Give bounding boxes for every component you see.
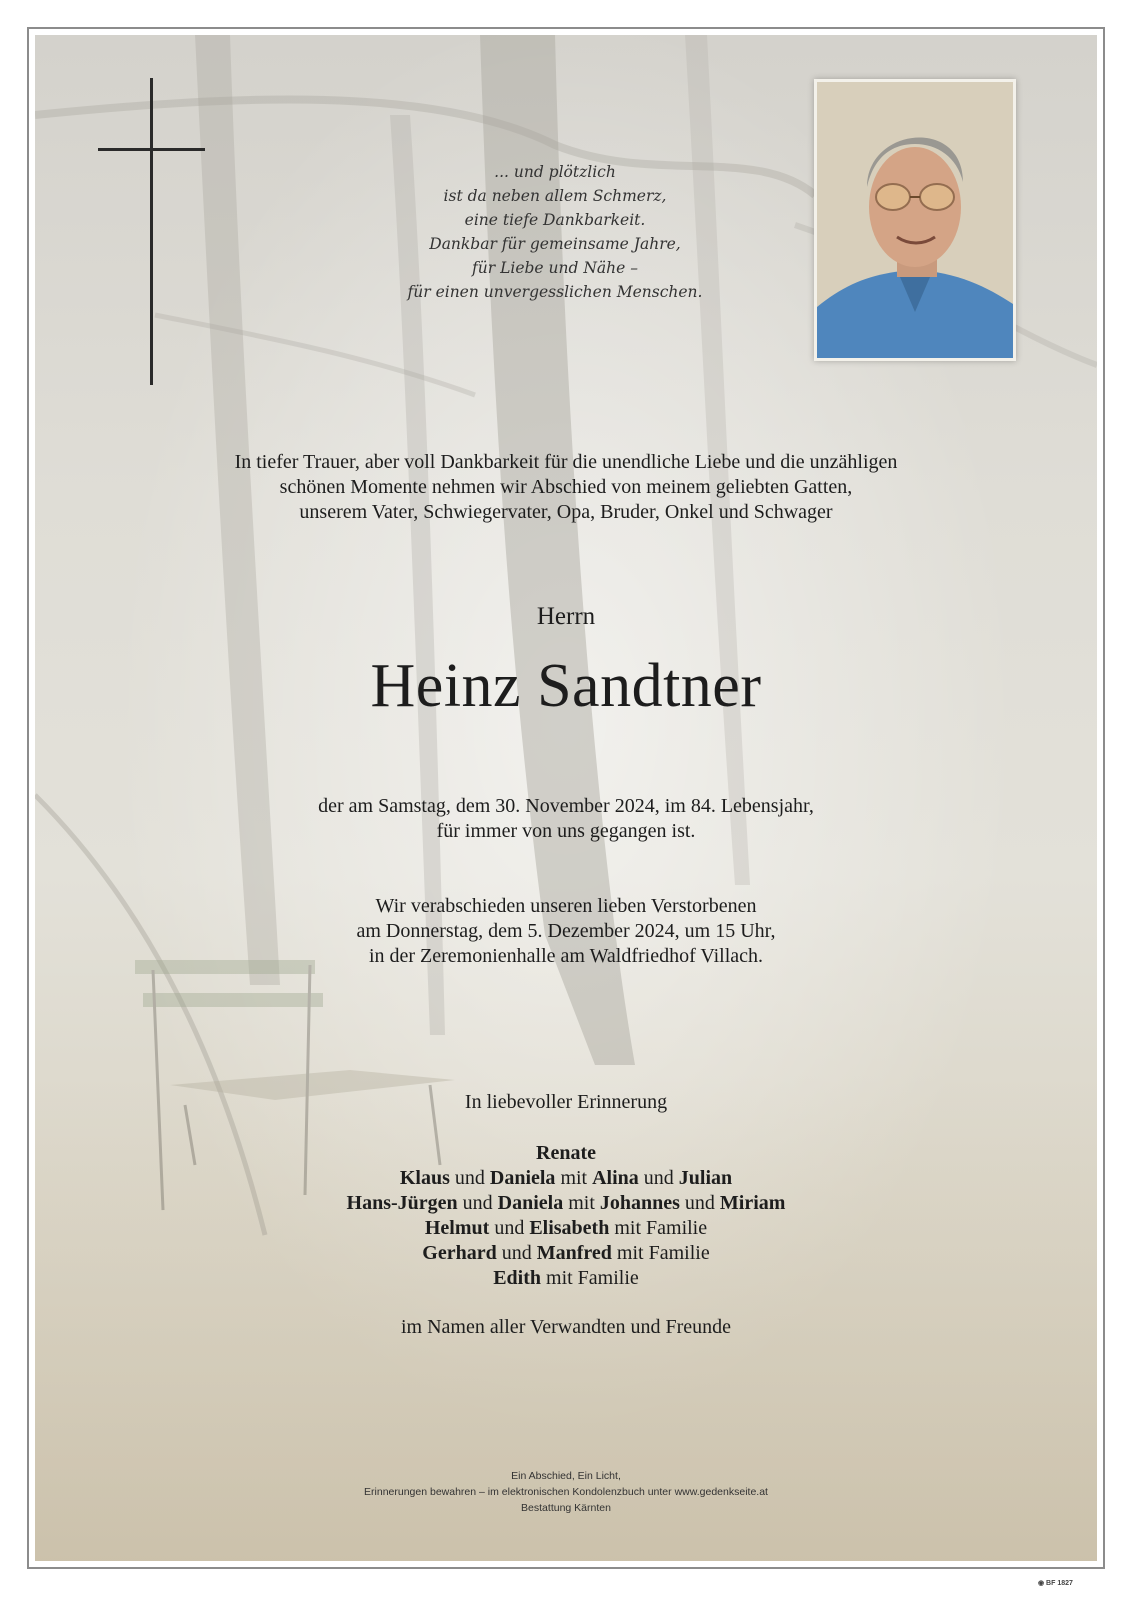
family-member-name: Hans-Jürgen [346, 1192, 458, 1214]
footer-line: Erinnerungen bewahren – im elektronischen Kondolenzbuch unter www.gedenkseite.at [364, 1486, 768, 1498]
family-member-name: Gerhard [422, 1242, 497, 1264]
poem-line: ist da neben allem Schmerz, [443, 187, 667, 205]
footer [35, 1468, 1097, 1516]
death-notice [35, 794, 1097, 844]
family-row [35, 1191, 1097, 1216]
footer-line: Bestattung Kärnten [521, 1502, 611, 1514]
family-connector: und [489, 1217, 530, 1239]
funeral-line: in der Zeremonienhalle am Waldfriedhof Villach. [368, 945, 764, 967]
family-list [35, 1141, 1097, 1291]
funeral-line: Wir verabschieden unseren lieben Verstorbenen [375, 895, 757, 917]
funeral-line: am Donnerstag, dem 5. Dezember 2024, um 15 Uhr, [356, 920, 776, 942]
family-connector: mit Familie [609, 1217, 708, 1239]
family-connector: und [496, 1242, 537, 1264]
death-line: der am Samstag, dem 30. November 2024, im 84. Lebensjahr, [318, 795, 814, 817]
family-connector: und [449, 1167, 490, 1189]
family-member-name: Elisabeth [529, 1217, 610, 1239]
salutation: Herrn [536, 603, 596, 630]
family-connector: mit Familie [541, 1267, 639, 1289]
poem-line: ... und plötzlich [494, 163, 616, 181]
portrait-photo [814, 79, 1016, 361]
death-line: für immer von uns gegangen ist. [436, 820, 696, 842]
intro-line: In tiefer Trauer, aber voll Dankbarkeit für die unendliche Liebe und die unzähligen [234, 451, 898, 473]
memory-heading: In liebevoller Erinnerung [464, 1091, 668, 1113]
family-row [35, 1166, 1097, 1191]
intro-line: unserem Vater, Schwiegervater, Opa, Bruder, Onkel und Schwager [299, 501, 833, 523]
family-row [35, 1216, 1097, 1241]
cross-vertical [150, 78, 153, 385]
poem-line: eine tiefe Dankbarkeit. [464, 211, 646, 229]
family-member-name: Johannes [599, 1192, 680, 1214]
family-member-name: Julian [678, 1167, 733, 1189]
footer-line: Ein Abschied, Ein Licht, [511, 1470, 621, 1482]
family-row [35, 1141, 1097, 1166]
intro-text [135, 450, 997, 525]
obituary-card [35, 35, 1097, 1561]
family-connector: mit [555, 1167, 593, 1189]
poem [335, 160, 775, 304]
family-member-name: Edith [493, 1267, 542, 1289]
funeral-details [35, 894, 1097, 969]
intro-line: schönen Momente nehmen wir Abschied von meinem geliebten Gatten, [279, 476, 853, 498]
family-member-name: Klaus [399, 1167, 450, 1189]
family-member-name: Miriam [719, 1192, 786, 1214]
poem-line: Dankbar für gemeinsame Jahre, [429, 235, 681, 253]
family-connector: mit [563, 1192, 600, 1214]
poem-line: für Liebe und Nähe – [472, 259, 638, 277]
family-connector: mit Familie [611, 1242, 710, 1264]
family-member-name: Helmut [424, 1217, 490, 1239]
family-row [35, 1266, 1097, 1291]
family-member-name: Daniela [489, 1167, 556, 1189]
printer-logo: ◉ BF 1827 [1038, 1580, 1073, 1587]
family-member-name: Alina [592, 1167, 639, 1189]
family-connector: und [679, 1192, 720, 1214]
family-member-name: Renate [536, 1142, 596, 1164]
deceased-name: Heinz Sandtner [370, 652, 762, 720]
family-connector: und [638, 1167, 679, 1189]
closing-line: im Namen aller Verwandten und Freunde [400, 1316, 732, 1338]
cross-horizontal [98, 148, 205, 151]
poem-line: für einen unvergesslichen Menschen. [407, 283, 703, 301]
family-connector: und [457, 1192, 498, 1214]
family-member-name: Manfred [536, 1242, 612, 1264]
family-member-name: Daniela [497, 1192, 564, 1214]
family-row [35, 1241, 1097, 1266]
